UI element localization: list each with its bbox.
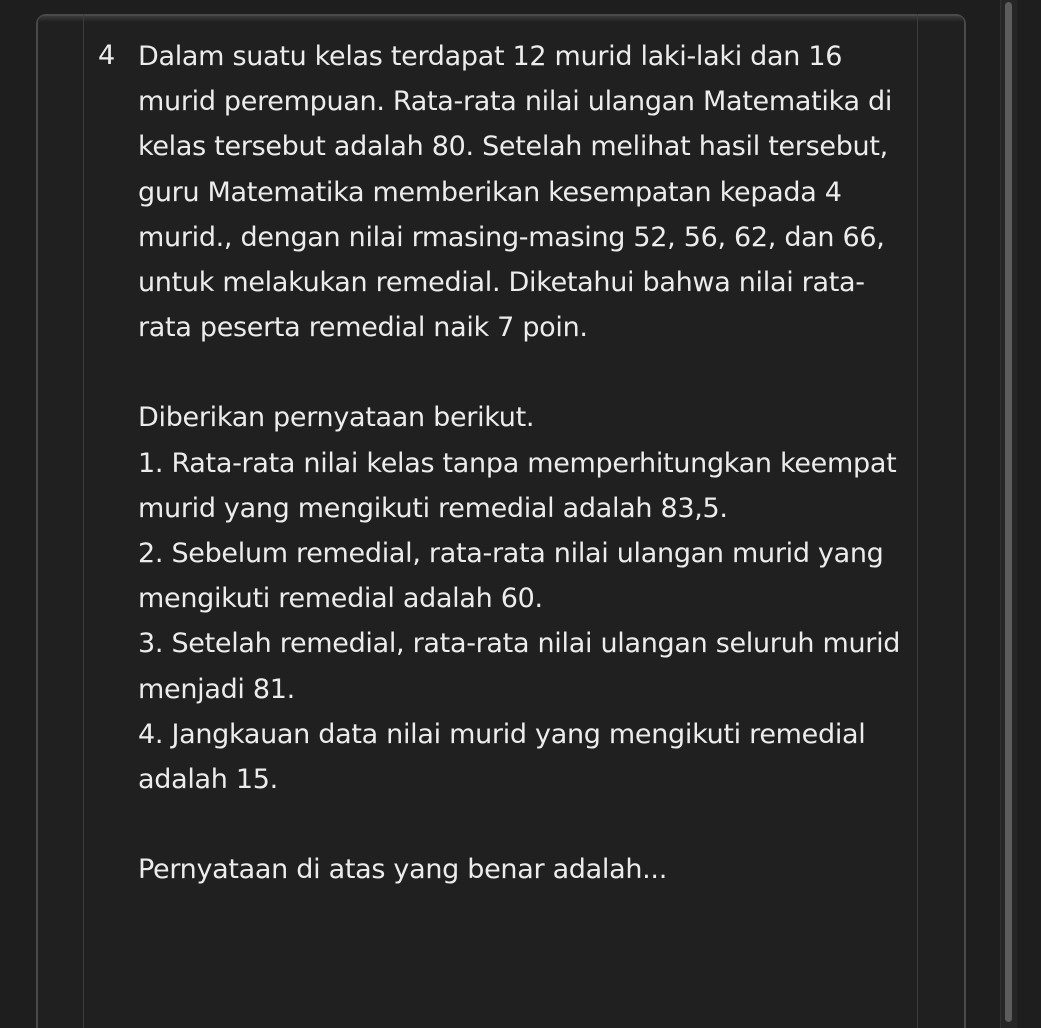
scrollbar-thumb[interactable] — [1005, 2, 1012, 1022]
paragraph-gap — [138, 802, 913, 847]
question-stem: Dalam suatu kelas terdapat 12 murid laki-laki dan 16 murid perempuan. Rata-rata nilai ulangan Matematika di kelas tersebut adalah 80. Setelah melihat hasil tersebut, guru Matematika memberikan kesempatan kepada 4 murid., dengan nilai rmasing-masing 52, 56, 62, dan 66, untuk melakukan remedial. Diketahui bahwa nilai rata-rata peserta remedial naik 7 poin. — [138, 41, 893, 344]
statement-4: 4. Jangkauan data nilai murid yang mengikuti remedial adalah 15. — [138, 718, 866, 796]
question-prompt: Pernyataan di atas yang benar adalah... — [138, 854, 667, 886]
statement-3: 3. Setelah remedial, rata-rata nilai ulangan seluruh murid menjadi 81. — [138, 628, 901, 705]
question-number: 4 — [98, 40, 116, 71]
left-margin-line — [83, 14, 84, 1028]
scrollbar[interactable] — [1000, 0, 1017, 1028]
right-margin-line — [917, 14, 918, 1028]
statements-intro: Diberikan pernyataan berikut. — [138, 402, 535, 434]
paragraph-gap — [138, 350, 913, 395]
statement-1: 1. Rata-rata nilai kelas tanpa memperhitungkan keempat murid yang mengikuti remedial adalah 83,5. — [138, 447, 897, 524]
card-top-edge — [38, 16, 964, 22]
statement-2: 2. Sebelum remedial, rata-rata nilai ulangan murid yang mengikuti remedial adalah 60. — [138, 538, 884, 615]
question-body — [138, 34, 913, 892]
